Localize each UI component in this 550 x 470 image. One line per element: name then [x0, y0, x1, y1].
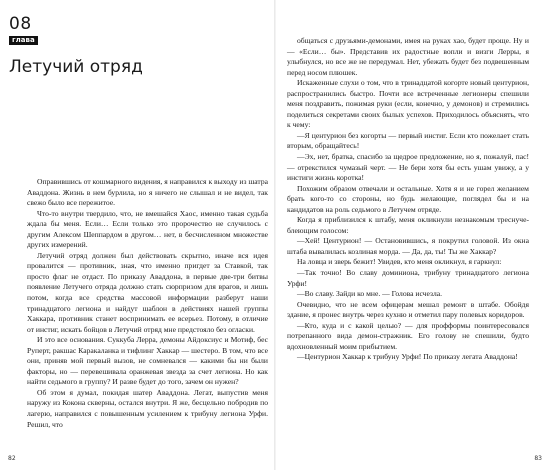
paragraph: Об этом я думал, покидая шатер Аваддона. Легат, выпустив меня наружу из Кокона скверны, остался внутри. Я же, бесцельно побродив по лагерю, направился с повышенным усилением к трибуну легиона Урфи. Решил, что	[27, 387, 268, 429]
paragraph: И это все основания. Суккуба Лерра, демоны Айдоксиус и Мотиф, бес Руперт, ракшас Каракаланка и тифлинг Хаккар — шестеро. В том, что все они, приняв мой первый вызов, не сомневался — какими бы ни были факторы, но — перевешивала оранжевая звезда за счет легиона. Но как найти седьмого в группу? И разве будет до того, зачем он нужен?	[27, 335, 268, 387]
paragraph: Что-то внутри твердило, что, не вмешайся Хаос, именно такая судьба ждала бы меня. Если… Если только это пророчество не случилось с другим Алексом Шеппардом в другом… нет, в бесчисленном множестве других измерений.	[27, 208, 268, 250]
chapter-number: 08	[9, 14, 32, 34]
paragraph: Когда я приблизился к штабу, меня окликнули незнакомым треснуче-блеющим голосом:	[287, 215, 529, 235]
paragraph: —Хей! Центурион! — Остановившись, я покрутил головой. Из окна штаба вывалилась козлиная морда. — Да, да, ты! Ты же Хаккар?	[287, 236, 529, 256]
left-body-text	[27, 177, 268, 430]
paragraph: —Так точно! Во славу доминиона, трибуну тринадцатого легиона Урфи!	[287, 268, 529, 288]
chapter-label-badge: глава	[9, 36, 38, 45]
paragraph: Летучий отряд должен был действовать скрытно, иначе вся идея провалится — противник, зная, что именно пригдет за Ставкой, так просто флаг не отдаст. По приказу Аваддона, в первые две-три битвы появление Летучего отряда должно стать сюрпризом для врагов, и лишь потом, когда все средства массовой информации разберут наши тринадцатого легиона и найдут шаблон в действиях нашей группы Хаккара, противник станет воспринимать ее всерьез. Потому, в отличие от инстиг, искать бойцов в Летучий отряд мне предстояло без огласки.	[27, 250, 268, 334]
right-page	[276, 0, 550, 470]
paragraph: общаться с друзьями-демонами, имея на руках хао, будет проще. Ну и — «Если… бы». Представив их радостные вопли и визги Лерры, я улыбнулся, но все же не передумал. Нет, убежать будет без подвешенным перед носом плюшек.	[287, 36, 529, 77]
paragraph: Оправившись от кошмарного видения, я направился к выходу из шатра Аваддона. Жизнь в нем бурлила, но я ничего не слышал и не видел, так свежо было все пережитое.	[27, 177, 268, 208]
paragraph: —Центурион Хаккар к трибуну Урфи! По приказу легата Аваддона!	[297, 352, 518, 362]
paragraph: Искаженные слухи о том, что в тринадцатой когорте новый центурион, распространились быстро. Почти все встреченные легионеры спешили меня поздравить, пожимая руки (если, конечно, у демонов) и стремились поделиться секретами своих былых успехов. Приходилось объяснять, что к чему:	[287, 78, 529, 130]
paragraph: На ловца и зверь бежит! Увидев, кто меня окликнул, я гаркнул:	[297, 257, 502, 267]
chapter-title: Летучий отряд	[9, 57, 143, 77]
paragraph: —Во славу. Зайди ко мне. — Голова исчезла.	[297, 289, 443, 299]
paragraph: Очевидно, что не всем офицерам мешал ремонт в штабе. Обойдя здание, я пронес внутрь через кухню и отметил пару полевых коридоров.	[287, 299, 529, 320]
paragraph: —Кто, куда и с какой целью? — для профформы поинтересовался потрепанного вида демон-стражник. Его голову не спешили, будто вдохновленный моим прибытием.	[287, 320, 529, 351]
right-body-text	[287, 36, 529, 363]
page-number-right: 83	[534, 455, 542, 462]
left-page	[0, 0, 274, 470]
paragraph: —Я центурион без когорты — первый инстиг. Если кто пожелает стать вторым, обращайтесь!	[287, 130, 529, 151]
paragraph: Похожим образом отвечали и остальные. Хотя я и не горел желанием брать кого-то со стороны, но будь желающие, поглядел бы и на кандидатов на роль седьмого в Летучем отряде.	[287, 183, 529, 214]
page-number-left: 82	[8, 455, 16, 462]
paragraph: —Эх, нет, братка, спасибо за щедрое предложение, но я, пожалуй, пас! — отрекстился чумазый черт. — Не бери хотя бы есть ушам увижу, а у инстиги жизнь коротка!	[287, 152, 529, 183]
